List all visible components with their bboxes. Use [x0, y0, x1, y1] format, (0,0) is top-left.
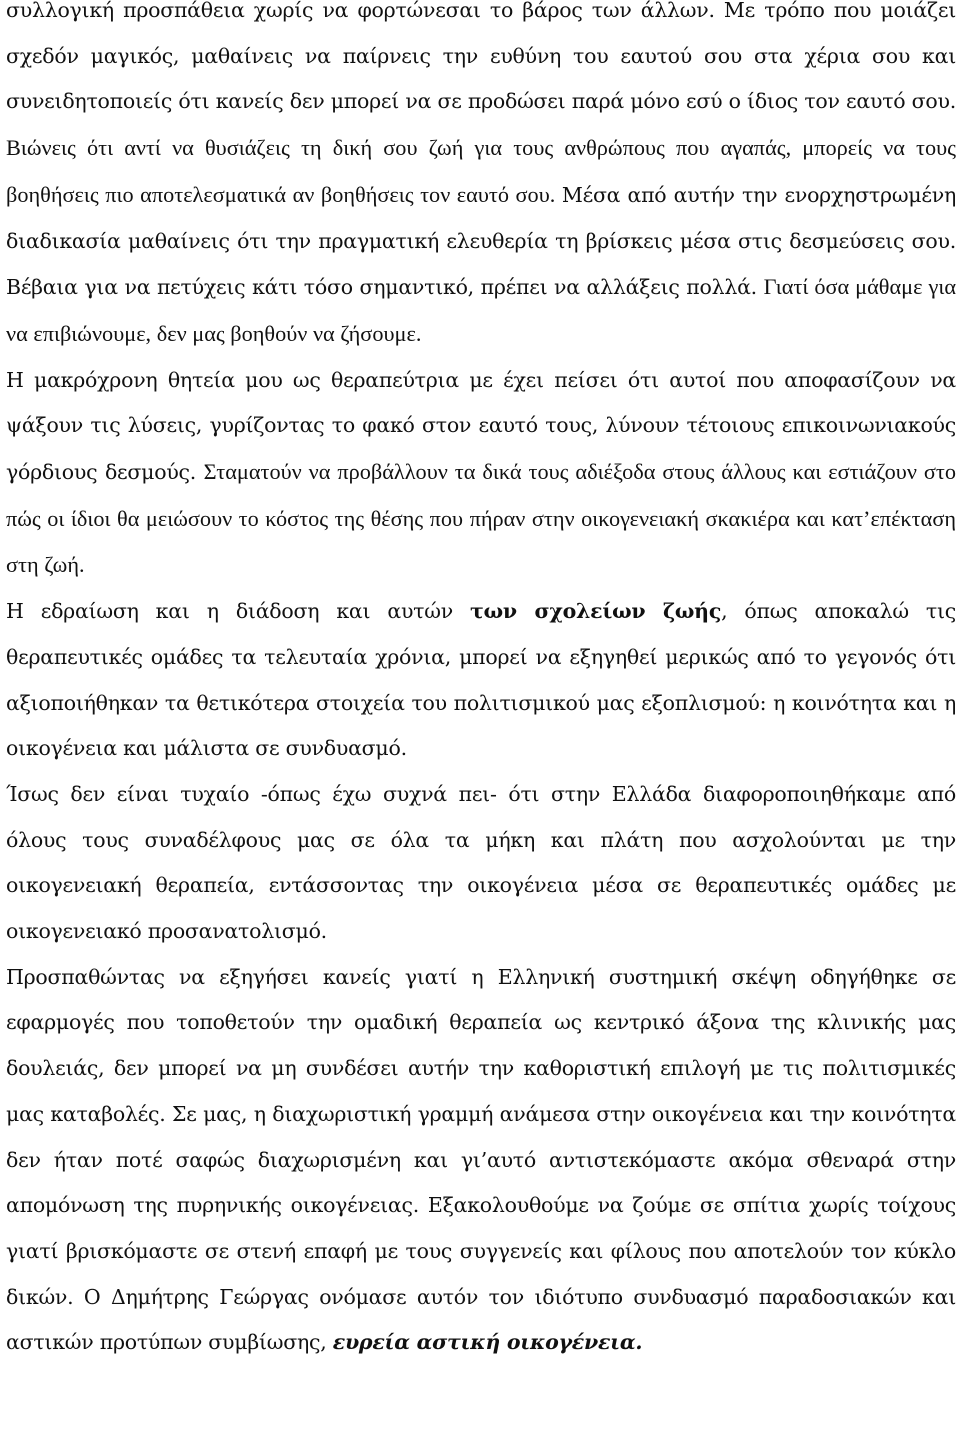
paragraph-3-part-3: , όπως αποκαλώ τις θεραπευτικές ομάδες τα τελευταία χρόνια, μπορεί να εξηγηθεί μερικώς από το γεγονός ότι αξιοποιήθηκαν τα θετικότερα στοιχεία του πολιτισμικού μας εξοπλισμού: η κοινότητα και η οικογένεια και μάλιστα σε συνδυασμό. [6, 599, 956, 761]
paragraph-3 [6, 589, 956, 772]
paragraph-2 [6, 358, 956, 590]
extended-urban-family-phrase: ευρεία αστική οικογένεια. [332, 1330, 643, 1355]
paragraph-5-part-3: Ο Δημήτρης Γεώργας ονόμασε αυτόν τον ιδιότυπο συνδυασμό παραδοσιακών και αστικών προτύπων συμβίωσης, [6, 1284, 957, 1355]
paragraph-3-part-1: Η εδραίωση και η διάδοση και αυτών [6, 599, 471, 624]
paragraph-1-part-4: Γιατί όσα μάθαμε για να επιβιώνουμε, δεν μας βοηθούν να ζήσουμε. [6, 274, 956, 346]
paragraph-4 [6, 772, 956, 955]
paragraph-2-part-1: Η μακρόχρονη θητεία μου ως θεραπεύτρια με έχει πείσει ότι αυτοί που αποφασίζουν να ψάξουν τις λύσεις, γυρίζοντας το φακό στον εαυτό τους, λύνουν τέτοιους επικοινωνιακούς γόρδιους δεσμούς. [6, 367, 956, 485]
paragraph-4-part-1: Ίσως δεν είναι τυχαίο -όπως έχω συχνά πει- ότι στην Ελλάδα διαφοροποιηθήκαμε από όλους τους συναδέλφους μας σε όλα τα μήκη και πλάτη που ασχολούνται με την οικογενειακή θεραπεία, εντάσσοντας την οικογένεια μέσα σε θεραπευτικές ομάδες με οικογενειακό προσανατολισμό. [6, 781, 956, 944]
paragraph-1-part-1: συλλογική προσπάθεια χωρίς να φορτώνεσαι το βάρος των άλλων. Με τρόπο που μοιάζει σχεδόν μαγικός, μαθαίνεις να παίρνεις την ευθύνη του εαυτού σου στα χέρια σου και συνειδητοποιείς ότι κανείς δεν μπορεί να σε προδώσει παρά μόνο εσύ ο ίδιος τον εαυτό σου. [6, 0, 956, 114]
paragraph-5-part-2: Σε μας, η διαχωριστική γραμμή ανάμεσα στην οικογένεια και την κοινότητα δεν ήταν ποτέ σαφώς διαχωρισμένη και γι’αυτό αντιστεκόμαστε ακόμα σθεναρά στην απομόνωση της πυρηνικής οικογένειας. Εξακολουθούμε να ζούμε σε σπίτια χωρίς τοίχους γιατί βρισκόμαστε σε στενή επαφή με τους συγγενείς και φίλους που αποτελούν τον κύκλο δικών. [6, 1101, 957, 1309]
paragraph-1-part-3: Μέσα από αυτήν την ενορχηστρωμένη διαδικασία μαθαίνεις ότι την πραγματική ελευθερία τη βρίσκεις μέσα στις δεσμεύσεις σου. Βέβαια για να πετύχεις κάτι τόσο σημαντικό, πρέπει να αλλάξεις πολλά. [6, 182, 956, 300]
paragraph-5-part-1: Προσπαθώντας να εξηγήσει κανείς γιατί η Ελληνική συστημική σκέψη οδηγήθηκε σε εφαρμογές που τοποθετούν την ομαδική θεραπεία ως κεντρικό άξονα της κλινικής μας δουλειάς, δεν μπορεί να μη συνδέσει αυτήν την καθοριστική επιλογή με τις πολιτισμικές μας καταβολές. [6, 964, 956, 1126]
paragraph-5 [6, 955, 956, 1366]
paragraph-1-part-2: Βιώνεις ότι αντί να θυσιάζεις τη δική σου ζωή για τους ανθρώπους που αγαπάς, μπορείς να τους βοηθήσεις πιο αποτελεσματικά αν βοηθήσεις τον εαυτό σου. [6, 135, 956, 207]
schools-of-life-phrase: των σχολείων ζωής [470, 599, 722, 624]
document-page [6, 0, 956, 1366]
paragraph-1 [6, 0, 956, 358]
paragraph-2-part-2: Σταματούν να προβάλλουν τα δικά τους αδιέξοδα στους άλλους και εστιάζουν στο πώς οι ίδιοι θα μειώσουν το κόστος της θέσης που πήραν στην οικογενειακή σκακιέρα και κατ’επέκταση στη ζωή. [6, 459, 956, 578]
